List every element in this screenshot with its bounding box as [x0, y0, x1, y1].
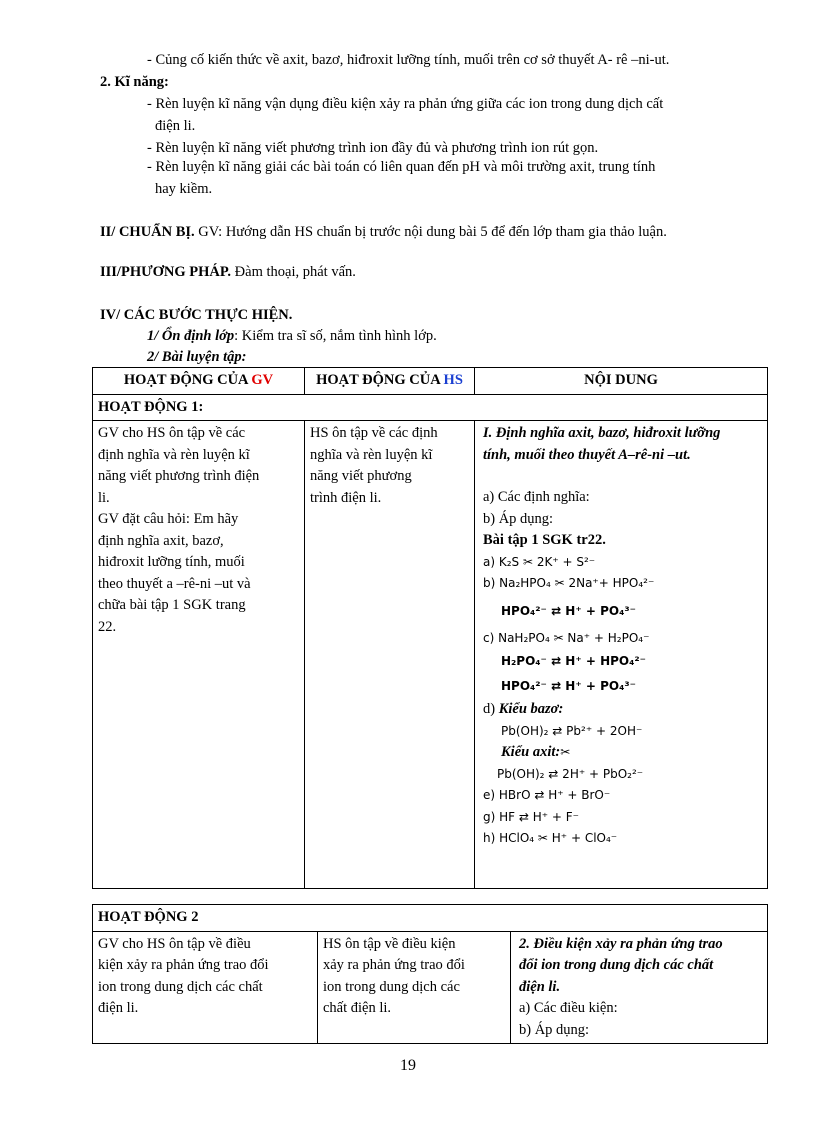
equation-c3: HPO₄²⁻ ⇄ H⁺ + PO₄³⁻ [501, 679, 636, 693]
gv-line: GV đặt câu hỏi: Em hãy [98, 511, 239, 527]
equation-g: g) HF ⇄ H⁺ + F⁻ [483, 809, 579, 824]
hs-line: HS ôn tập về điều kiện [323, 935, 456, 952]
gv-line: ion trong dung dịch các chất [98, 978, 263, 995]
page-number: 19 [400, 1057, 416, 1074]
step-1-label: 1/ Ổn định lớp [147, 328, 235, 344]
gv-line: điện li. [98, 1000, 139, 1016]
acid-type-line [483, 742, 762, 764]
header-gv-accent: GV [251, 372, 274, 388]
equation-e: e) HBrO ⇄ H⁺ + BrO⁻ [483, 788, 611, 802]
equation-d-label [483, 699, 762, 721]
acid-type-label: Kiểu axit: [501, 744, 561, 760]
gv-line: theo thuyết a –rê-ni –ut và [98, 575, 251, 592]
header-gv-text: HOẠT ĐỘNG CỦA [123, 372, 252, 388]
skill-3a: - Rèn luyện kĩ năng giải các bài toán có liên quan đến pH và môi trường axit, trung tính [147, 159, 656, 175]
header-content: NỘI DUNG [475, 368, 768, 395]
content-title-1: I. Định nghĩa axit, bazơ, hiđroxit lưỡng [483, 425, 721, 441]
activity-2-row [93, 905, 768, 932]
method-line [100, 262, 356, 283]
gv-line: chữa bài tập 1 SGK trang [98, 597, 246, 613]
content-apply: b) Áp dụng: [483, 510, 554, 527]
hs-line: năng viết phương [310, 468, 412, 484]
activity-1-title: HOẠT ĐỘNG 1: [93, 394, 768, 421]
hs-line: nghĩa và rèn luyện kĩ [310, 446, 433, 463]
step-1 [147, 326, 437, 347]
header-hs-accent: HS [443, 372, 463, 388]
method-text: Đàm thoại, phát vấn. [231, 264, 356, 280]
content-column [475, 421, 768, 889]
hs-line: xảy ra phản ứng trao đổi [323, 957, 465, 973]
skill-1b: điện li. [155, 118, 196, 134]
prep-text: GV: Hướng dẫn HS chuẩn bị trước nội dung bài 5 để đến lớp tham gia thảo luận. [194, 224, 667, 240]
content2-apply: b) Áp dụng: [519, 1021, 590, 1038]
gv-line: 22. [98, 618, 117, 635]
content-column-2 [511, 931, 768, 1044]
content2-title-3: điện li. [519, 978, 561, 995]
gv-line: định nghĩa axit, bazơ, [98, 532, 224, 549]
activity-1-body [93, 421, 768, 889]
step-2-label: 2/ Bài luyện tập: [147, 349, 247, 365]
header-gv [93, 368, 305, 395]
skill-3b: hay kiềm. [155, 181, 213, 197]
gv-line: GV cho HS ôn tập về các [98, 425, 246, 441]
equation-c1: c) NaH₂PO₄ ✂ Na⁺ + H₂PO₄⁻ [483, 630, 650, 645]
table-header-row [93, 368, 768, 395]
equation-d-letter: d) [483, 701, 499, 717]
prep-label: II/ CHUẨN BỊ. [100, 224, 195, 240]
base-type-label: Kiểu bazơ: [498, 701, 564, 717]
hs-line: HS ôn tập về các định [310, 425, 438, 441]
header-hs-text: HOẠT ĐỘNG CỦA [316, 372, 444, 388]
content2-title-2: đổi ion trong dung dịch các chất [519, 957, 714, 973]
objective-line: - Củng cố kiến thức về axit, bazơ, hiđroxit lưỡng tính, muối trên cơ sở thuyết A- rê –ni-ut. [147, 52, 670, 68]
hs-line: chất điện li. [323, 1000, 392, 1016]
activity-table-1 [92, 367, 768, 889]
equation-d2: Pb(OH)₂ ⇄ 2H⁺ + PbO₂²⁻ [497, 766, 644, 781]
activity-2-title: HOẠT ĐỘNG 2 [93, 905, 768, 932]
content-exercise: Bài tập 1 SGK tr22. [483, 532, 606, 548]
gv-line: li. [98, 489, 110, 506]
gv-line: GV cho HS ôn tập về điều [98, 935, 251, 952]
gv-column [93, 421, 305, 889]
steps-heading: IV/ CÁC BƯỚC THỰC HIỆN. [100, 307, 293, 323]
hs-column-2 [318, 931, 511, 1044]
gv-line: định nghĩa và rèn luyện kĩ [98, 446, 250, 463]
content2-conditions: a) Các điều kiện: [519, 1000, 618, 1016]
activity-2-body [93, 931, 768, 1044]
gv-column-2 [93, 931, 318, 1044]
equation-b1: b) Na₂HPO₄ ✂ 2Na⁺+ HPO₄²⁻ [483, 576, 655, 590]
hs-line: ion trong dung dịch các [323, 978, 460, 995]
skill-2: - Rèn luyện kĩ năng viết phương trình ion đầy đủ và phương trình ion rút gọn. [147, 140, 599, 156]
gv-line: kiện xảy ra phản ứng trao đổi [98, 957, 269, 973]
activity-table-2 [92, 904, 768, 1044]
equation-d1: Pb(OH)₂ ⇄ Pb²⁺ + 2OH⁻ [501, 723, 643, 738]
prep-line [100, 222, 667, 243]
content2-title-1: 2. Điều kiện xảy ra phản ứng trao [519, 935, 723, 952]
gv-line: năng viết phương trình điện [98, 468, 260, 484]
equation-a: a) K₂S ✂ 2K⁺ + S²⁻ [483, 554, 596, 569]
content-definitions: a) Các định nghĩa: [483, 489, 590, 505]
header-hs [305, 368, 475, 395]
equation-c2: H₂PO₄⁻ ⇄ H⁺ + HPO₄²⁻ [501, 654, 646, 668]
method-label: III/PHƯƠNG PHÁP. [100, 264, 232, 280]
skill-1a: - Rèn luyện kĩ năng vận dụng điều kiện xảy ra phản ứng giữa các ion trong dung dịch cất [147, 96, 664, 112]
gv-line: hiđroxit lưỡng tính, muối [98, 554, 245, 570]
step-1-text: : Kiểm tra sĩ số, nắm tình hình lớp. [234, 328, 437, 344]
hs-line: trình điện li. [310, 489, 382, 506]
equation-h: h) HClO₄ ✂ H⁺ + ClO₄⁻ [483, 831, 618, 845]
activity-1-row [93, 394, 768, 421]
equation-b2: HPO₄²⁻ ⇄ H⁺ + PO₄³⁻ [501, 603, 636, 618]
content-title-2: tính, muối theo thuyết A–rê-ni –ut. [483, 446, 691, 463]
hs-column [305, 421, 475, 889]
skills-heading: 2. Kĩ năng: [100, 74, 169, 90]
scissors-icon: ✂ [560, 745, 571, 759]
